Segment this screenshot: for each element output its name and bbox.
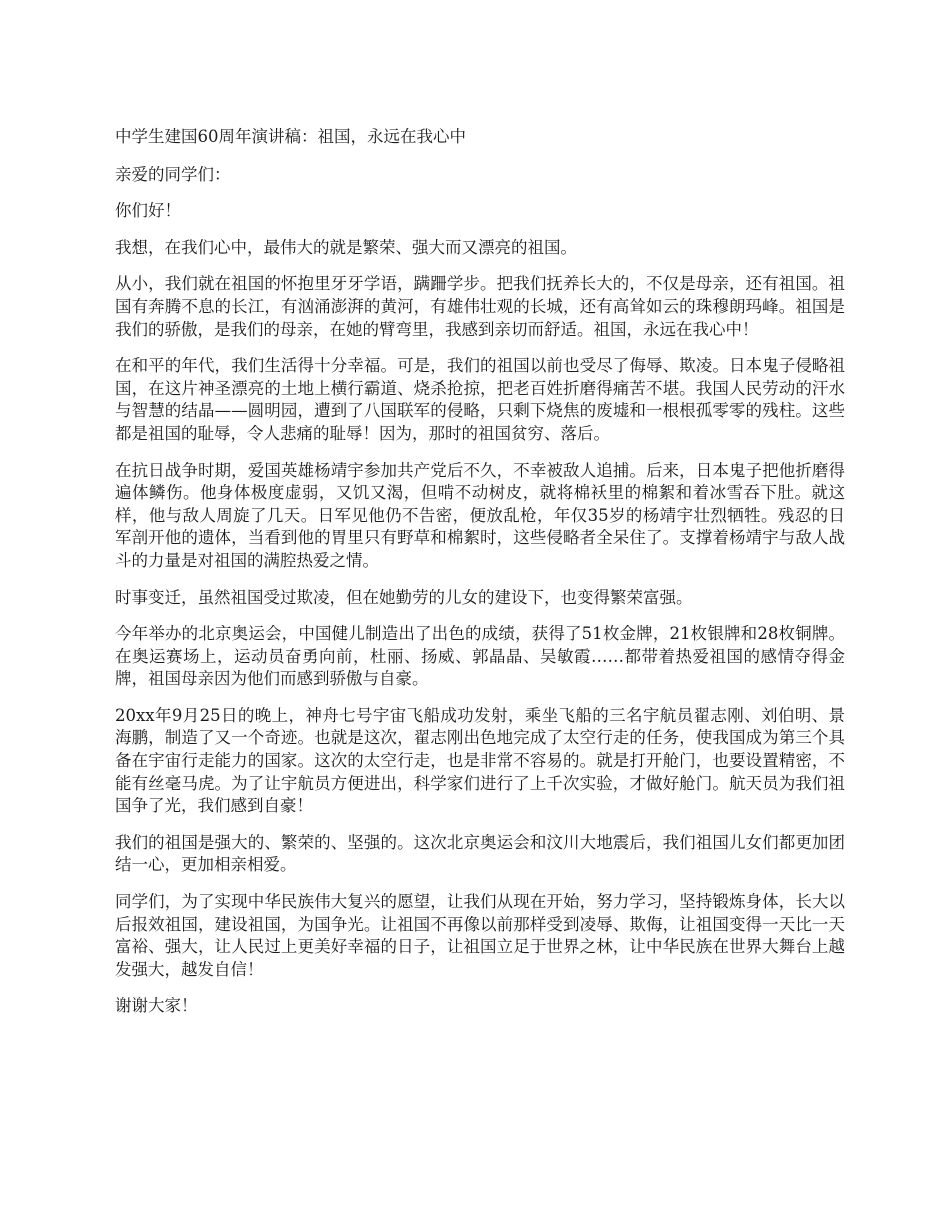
paragraph-unity: 我们的祖国是强大的、繁荣的、坚强的。这次北京奥运会和汶川大地震后，我们祖国儿女们都更加团结一心，更加相亲相爱。 [115, 832, 845, 875]
document-title: 中学生建国60周年演讲稿：祖国，永远在我心中 [115, 127, 466, 146]
paragraph-humiliation: 在和平的年代，我们生活得十分幸福。可是，我们的祖国以前也受尽了侮辱、欺凌。日本鬼子侵略祖国，在这片神圣漂亮的土地上横行霸道、烧杀抢掠，把老百姓折磨得痛苦不堪。我国人民劳动的汗水与智慧的结晶——圆明园，遭到了八国联军的侵略，只剩下烧焦的废墟和一根根孤零零的残柱。这些都是祖国的耻辱，令人悲痛的耻辱！因为，那时的祖国贫穷、落后。 [115, 356, 845, 443]
paragraph-yang-jingyu: 在抗日战争时期，爱国英雄杨靖宇参加共产党后不久，不幸被敌人追捕。后来，日本鬼子把他折磨得遍体鳞伤。他身体极度虚弱，又饥又渴，但啃不动树皮，就将棉袄里的棉絮和着冰雪吞下肚。就这样，他与敌人周旋了几天。日军见他仍不告密，便放乱枪，年仅35岁的杨靖宇壮烈牺牲。残忍的日军剖开他的遗体，当看到他的胃里只有野草和棉絮时，这些侵略者全呆住了。支撑着杨靖宇与敌人战斗的力量是对祖国的满腔热爱之情。 [115, 460, 845, 570]
salutation: 亲爱的同学们： [115, 164, 231, 184]
paragraph-transition: 时事变迁，虽然祖国受过欺凌，但在她勤劳的儿女的建设下，也变得繁荣富强。 [115, 587, 693, 607]
closing-thanks: 谢谢大家！ [115, 996, 198, 1016]
paragraph-childhood: 从小，我们就在祖国的怀抱里牙牙学语，蹒跚学步。把我们抚养长大的，不仅是母亲，还有祖国。祖国有奔腾不息的长江，有汹涌澎湃的黄河，有雄伟壮观的长城，还有高耸如云的珠穆朗玛峰。祖国是我们的骄傲，是我们的母亲，在她的臂弯里，我感到亲切而舒适。祖国，永远在我心中！ [115, 274, 845, 339]
paragraph-shenzhou: 20xx年9月25日的晚上，神舟七号宇宙飞船成功发射，乘坐飞船的三名宇航员翟志刚、刘伯明、景海鹏，制造了又一个奇迹。也就是这次，翟志刚出色地完成了太空行走的任务，使我国成为第三个具备在宇宙行走能力的国家。这次的太空行走，也是非常不容易的。就是打开舱门，也要设置精密，不能有丝毫马虎。为了让宇航员方便进出，科学家们进行了上千次实验，才做好舱门。航天员为我们祖国争了光，我们感到自豪！ [115, 705, 845, 816]
greeting: 你们好！ [115, 201, 181, 221]
paragraph-intro: 我想，在我们心中，最伟大的就是繁荣、强大而又漂亮的祖国。 [115, 237, 577, 257]
document-body [115, 126, 845, 1032]
paragraph-call-to-action: 同学们，为了实现中华民族伟大复兴的愿望，让我们从现在开始，努力学习，坚持锻炼身体，长大以后报效祖国，建设祖国，为国争光。让祖国不再像以前那样受到凌辱、欺侮，让祖国变得一天比一天富裕、强大，让人民过上更美好幸福的日子，让祖国立足于世界之林，让中华民族在世界大舞台上越发强大，越发自信！ [115, 892, 845, 979]
paragraph-olympics: 今年举办的北京奥运会，中国健儿制造出了出色的成绩，获得了51枚金牌，21枚银牌和28枚铜牌。在奥运赛场上，运动员奋勇向前，杜丽、扬威、郭晶晶、吴敏霞……都带着热爱祖国的感情夺得金牌，祖国母亲因为他们而感到骄傲与自豪。 [115, 624, 845, 689]
